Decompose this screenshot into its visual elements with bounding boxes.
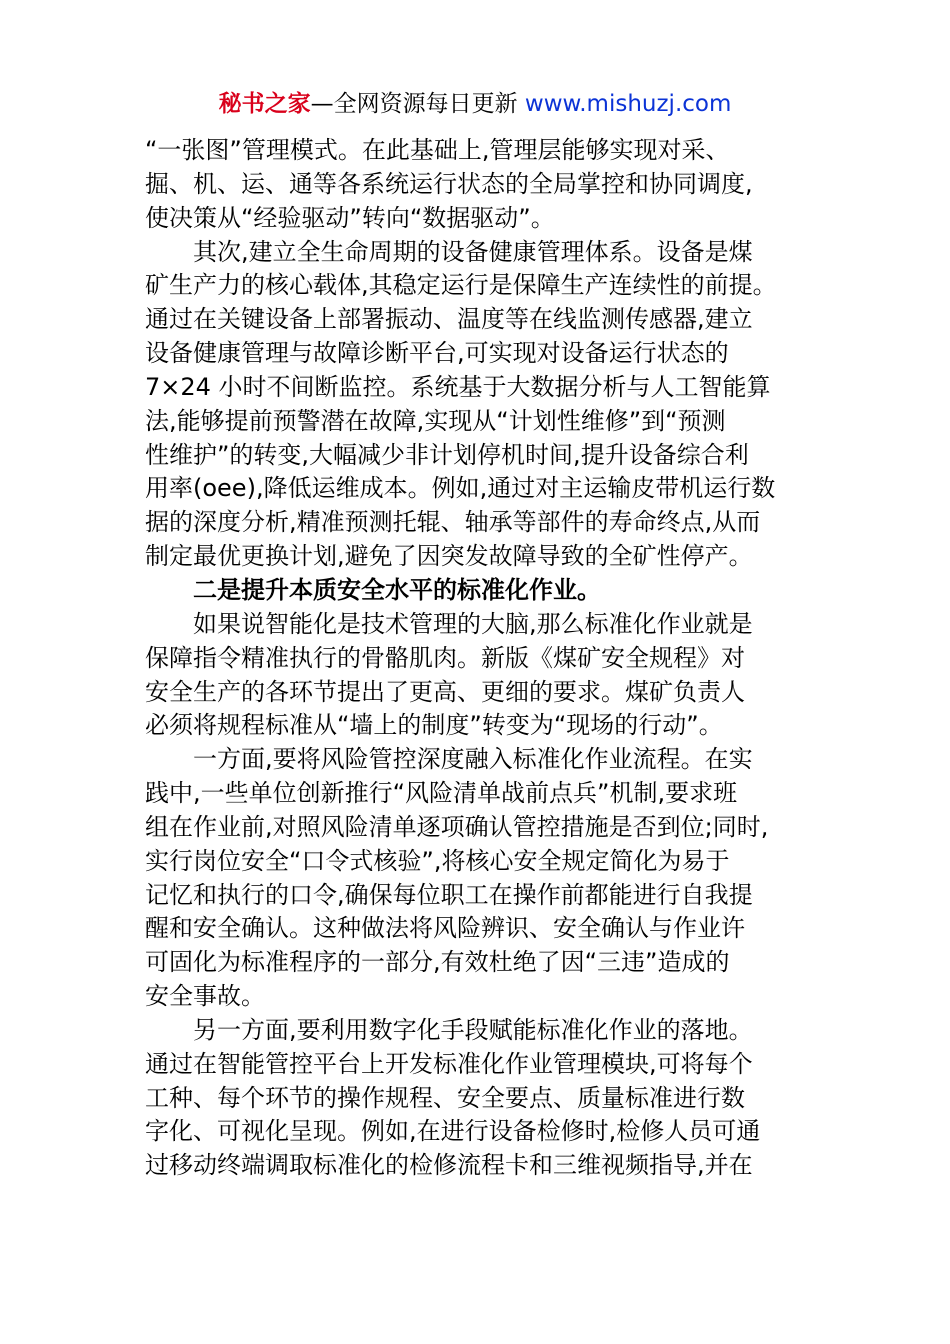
text-line: 7×24 小时不间断监控。系统基于大数据分析与人工智能算	[145, 372, 771, 401]
text-line: 据的深度分析,精准预测托辊、轴承等部件的寿命终点,从而	[145, 508, 761, 537]
text-line: 保障指令精准执行的骨骼肌肉。新版《煤矿安全规程》对	[145, 643, 745, 672]
text-line: 使决策从“经验驱动”转向“数据驱动”。	[145, 203, 555, 232]
paragraph-start: 其次,建立全生命周期的设备健康管理体系。设备是煤	[193, 237, 753, 266]
text-line: 工种、每个环节的操作规程、安全要点、质量标准进行数	[145, 1083, 745, 1112]
site-header	[0, 86, 950, 122]
paragraph-start: 一方面,要将风险管控深度融入标准化作业流程。在实	[193, 745, 753, 774]
text-line: 矿生产力的核心载体,其稳定运行是保障生产连续性的前提。	[145, 271, 777, 300]
text-line: 掘、机、运、通等各系统运行状态的全局掌控和协同调度,	[145, 169, 753, 198]
text-line: 实行岗位安全“口令式核验”,将核心安全规定简化为易于	[145, 846, 730, 875]
text-line: 必须将规程标准从“墙上的制度”转变为“现场的行动”。	[145, 711, 723, 740]
text-line: 性维护”的转变,大幅减少非计划停机时间,提升设备综合利	[145, 440, 749, 469]
text-line: 组在作业前,对照风险清单逐项确认管控措施是否到位;同时,	[145, 812, 769, 841]
site-brand: 秘书之家	[218, 91, 311, 117]
text-line: 通过在关键设备上部署振动、温度等在线监测传感器,建立	[145, 305, 753, 334]
header-tagline: 全网资源每日更新	[333, 91, 518, 117]
text-line: 制定最优更换计划,避免了因突发故障导致的全矿性停产。	[145, 542, 753, 571]
text-line: 过移动终端调取标准化的检修流程卡和三维视频指导,并在	[145, 1151, 753, 1180]
text-line: 用率(oee),降低运维成本。例如,通过对主运输皮带机运行数	[145, 474, 776, 503]
document-body	[145, 134, 815, 1183]
text-line: 安全生产的各环节提出了更高、更细的要求。煤矿负责人	[145, 677, 745, 706]
text-line: 安全事故。	[145, 982, 265, 1011]
site-url[interactable]: www.mishuzj.com	[524, 91, 732, 117]
text-line: 通过在智能管控平台上开发标准化作业管理模块,可将每个	[145, 1049, 753, 1078]
paragraph-start: 另一方面,要利用数字化手段赋能标准化作业的落地。	[193, 1015, 753, 1044]
text-line: 醒和安全确认。这种做法将风险辨识、安全确认与作业许	[145, 914, 745, 943]
text-line: 法,能够提前预警潜在故障,实现从“计划性维修”到“预测	[145, 406, 726, 435]
text-line: “一张图”管理模式。在此基础上,管理层能够实现对采、	[145, 136, 730, 164]
text-line: 记忆和执行的口令,确保每位职工在操作前都能进行自我提	[145, 880, 753, 909]
text-line: 可固化为标准程序的一部分,有效杜绝了因“三违”造成的	[145, 948, 730, 977]
text-line: 设备健康管理与故障诊断平台,可实现对设备运行状态的	[145, 339, 729, 368]
text-line: 践中,一些单位创新推行“风险清单战前点兵”机制,要求班	[145, 779, 738, 808]
text-line: 字化、可视化呈现。例如,在进行设备检修时,检修人员可通	[145, 1117, 761, 1146]
section-heading: 二是提升本质安全水平的标准化作业。	[193, 575, 601, 604]
paragraph-start: 如果说智能化是技术管理的大脑,那么标准化作业就是	[193, 609, 753, 638]
header-separator: —	[310, 91, 334, 117]
